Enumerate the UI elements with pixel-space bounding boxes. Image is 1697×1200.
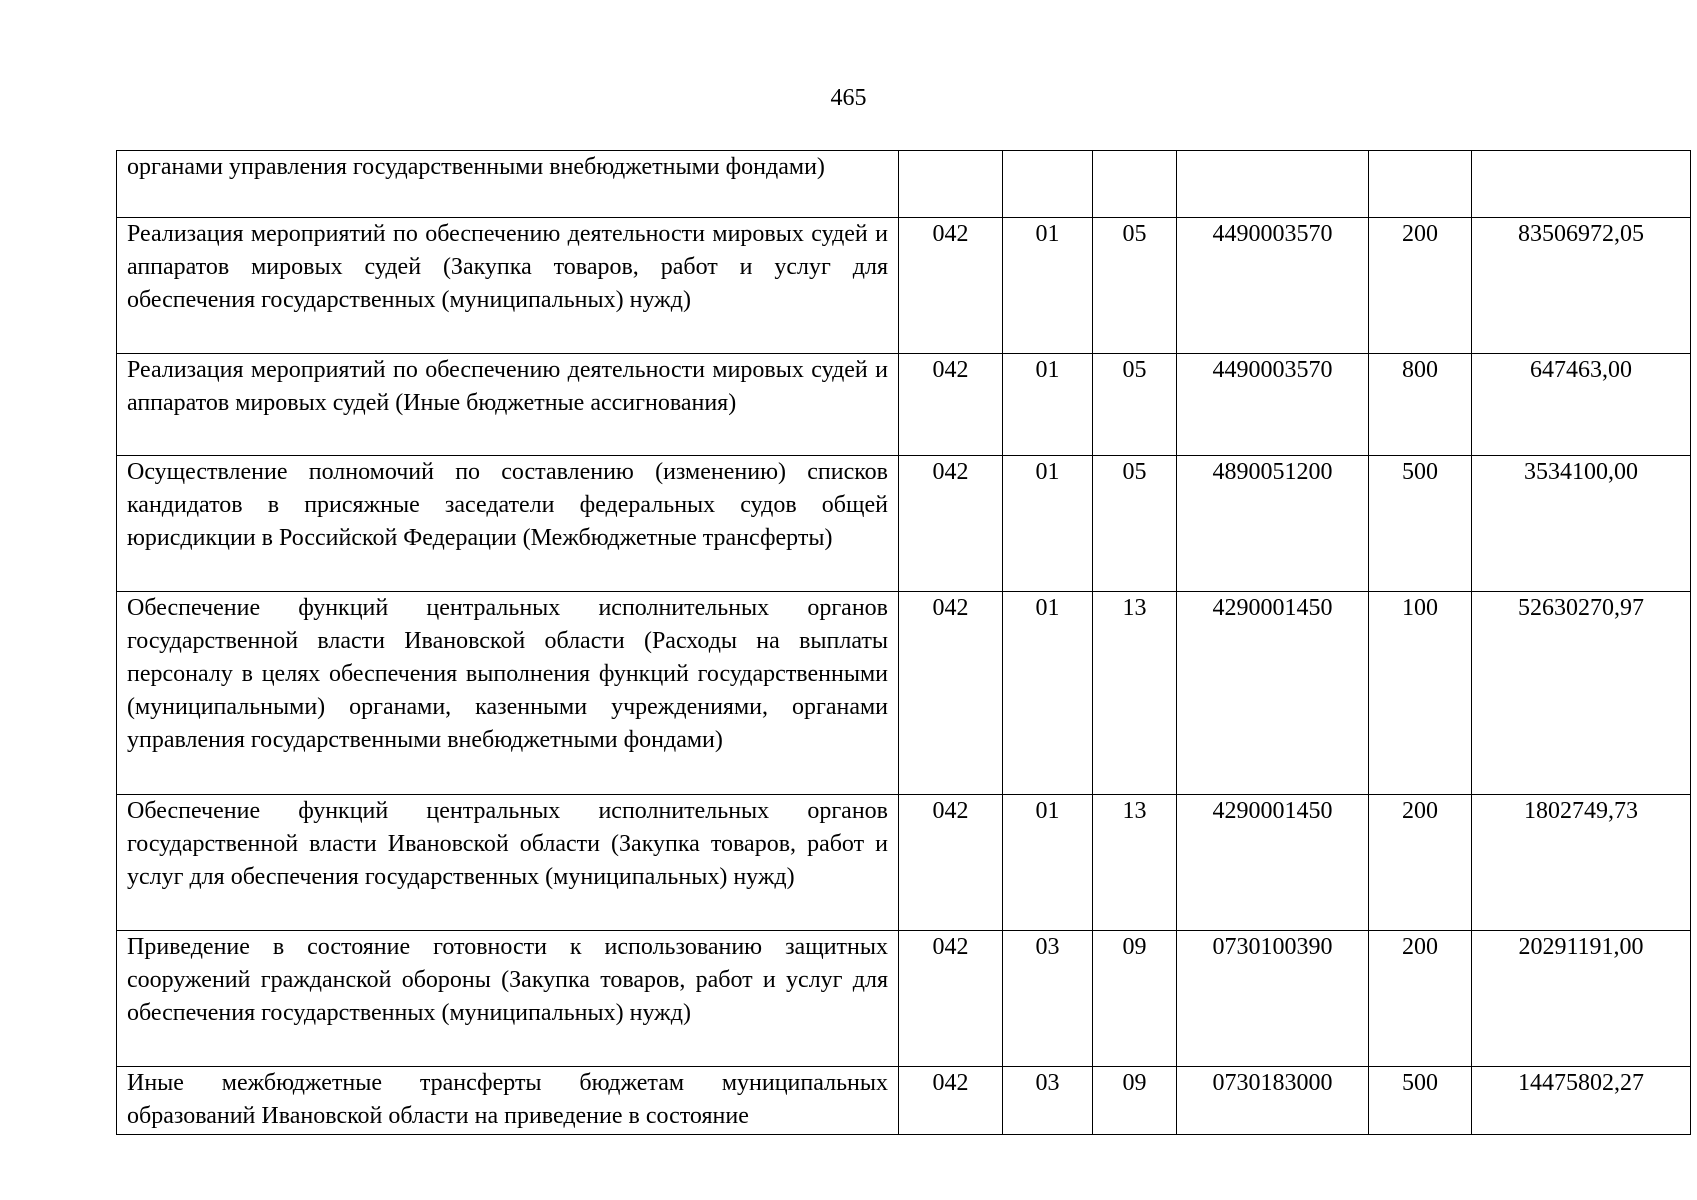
section-code-cell: 01 [1003,592,1093,795]
subsection-code-cell: 05 [1093,218,1177,354]
ministry-code-cell: 042 [899,354,1003,456]
target-article-cell [1177,151,1369,218]
section-code-cell: 01 [1003,456,1093,592]
table-body [117,151,1691,1135]
expense-type-cell: 200 [1369,218,1472,354]
section-code-cell: 01 [1003,354,1093,456]
table-row [117,354,1691,456]
expense-type-cell: 200 [1369,795,1472,931]
table-row [117,456,1691,592]
description-cell: Осуществление полномочий по составлению (изменению) списков кандидатов в присяжные заседатели федеральных судов общей юрисдикции в Российской Федерации (Межбюджетные трансферты) [117,456,899,592]
target-article-cell: 4290001450 [1177,795,1369,931]
table-row [117,218,1691,354]
page-number: 465 [830,85,867,111]
amount-cell: 1802749,73 [1472,795,1691,931]
ministry-code-cell: 042 [899,456,1003,592]
section-code-cell [1003,151,1093,218]
subsection-code-cell: 09 [1093,1067,1177,1135]
target-article-cell: 0730100390 [1177,931,1369,1067]
amount-cell: 20291191,00 [1472,931,1691,1067]
ministry-code-cell: 042 [899,218,1003,354]
description-cell: Обеспечение функций центральных исполнительных органов государственной власти Ивановской области (Расходы на выплаты персоналу в целях обеспечения выполнения функций государственными (муниципальными) органами, казенными учреждениями, органами управления государственными внебюджетными фондами) [117,592,899,795]
table-row [117,1067,1691,1135]
expense-type-cell [1369,151,1472,218]
amount-cell [1472,151,1691,218]
ministry-code-cell: 042 [899,592,1003,795]
subsection-code-cell: 13 [1093,592,1177,795]
amount-cell: 647463,00 [1472,354,1691,456]
table-row [117,151,1691,218]
ministry-code-cell [899,151,1003,218]
section-code-cell: 03 [1003,931,1093,1067]
table-row [117,795,1691,931]
description-cell: Иные межбюджетные трансферты бюджетам муниципальных образований Ивановской области на приведение в состояние [117,1067,899,1135]
section-code-cell: 03 [1003,1067,1093,1135]
subsection-code-cell: 09 [1093,931,1177,1067]
description-cell: Обеспечение функций центральных исполнительных органов государственной власти Ивановской области (Закупка товаров, работ и услуг для обеспечения государственных (муниципальных) нужд) [117,795,899,931]
expense-type-cell: 500 [1369,1067,1472,1135]
expense-type-cell: 200 [1369,931,1472,1067]
amount-cell: 3534100,00 [1472,456,1691,592]
ministry-code-cell: 042 [899,931,1003,1067]
description-cell: Реализация мероприятий по обеспечению деятельности мировых судей и аппаратов мировых судей (Иные бюджетные ассигнования) [117,354,899,456]
expense-type-cell: 100 [1369,592,1472,795]
amount-cell: 52630270,97 [1472,592,1691,795]
target-article-cell: 4490003570 [1177,218,1369,354]
expense-type-cell: 500 [1369,456,1472,592]
budget-table [116,150,1691,1135]
amount-cell: 83506972,05 [1472,218,1691,354]
subsection-code-cell: 13 [1093,795,1177,931]
subsection-code-cell: 05 [1093,456,1177,592]
description-cell: Реализация мероприятий по обеспечению деятельности мировых судей и аппаратов мировых судей (Закупка товаров, работ и услуг для обеспечения государственных (муниципальных) нужд) [117,218,899,354]
table-row [117,592,1691,795]
target-article-cell: 4290001450 [1177,592,1369,795]
amount-cell: 14475802,27 [1472,1067,1691,1135]
ministry-code-cell: 042 [899,1067,1003,1135]
target-article-cell: 4890051200 [1177,456,1369,592]
target-article-cell: 0730183000 [1177,1067,1369,1135]
ministry-code-cell: 042 [899,795,1003,931]
subsection-code-cell [1093,151,1177,218]
section-code-cell: 01 [1003,218,1093,354]
subsection-code-cell: 05 [1093,354,1177,456]
table-row [117,931,1691,1067]
description-cell: органами управления государственными внебюджетными фондами) [117,151,899,218]
target-article-cell: 4490003570 [1177,354,1369,456]
section-code-cell: 01 [1003,795,1093,931]
description-cell: Приведение в состояние готовности к использованию защитных сооружений гражданской обороны (Закупка товаров, работ и услуг для обеспечения государственных (муниципальных) нужд) [117,931,899,1067]
expense-type-cell: 800 [1369,354,1472,456]
